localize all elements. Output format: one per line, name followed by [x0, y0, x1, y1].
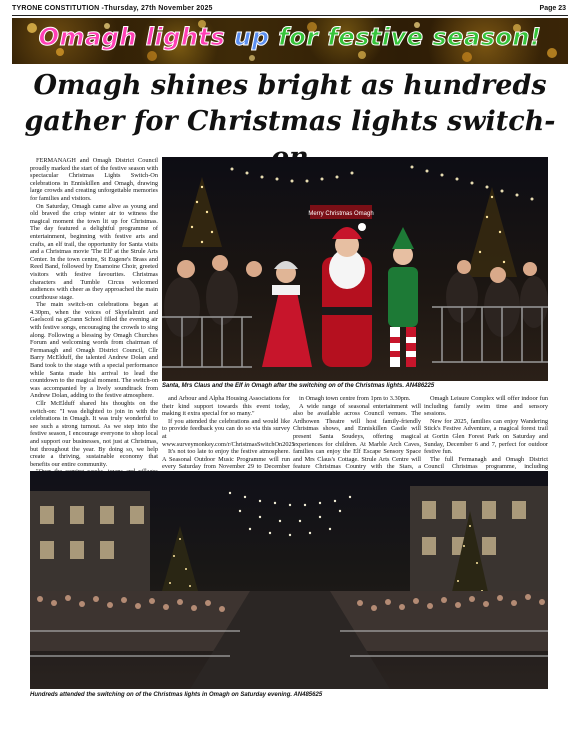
article-paragraph: FERMANAGH and Omagh District Council proudly marked the start of the festive season with spectacular Christmas Lights Switch-On celebrations in Enniskillen and Omagh, drawing large crowds and creating unforgettable memories for families and visitors.: [30, 157, 158, 202]
article-paragraph: A wide range of seasonal entertainment will also be available across Council venues. The Ardhowen Theatre will host family-friendly Christmas shows, and Enniskillen Castle will present Santa Soudeys, offering magical experiences for children. At Marble Arch Caves, families can enjoy the Elf Escape Sensory Space and Mrs Claus's Cottage. Strule Arts Centre will feature Christmas Country with the Stars, a: [293, 402, 421, 471]
bottom-photo-caption: Hundreds attended the switching on of the Christmas lights in Omagh on Saturday evening. AN485625: [30, 692, 323, 698]
banner-title: [12, 23, 568, 51]
article-column-4: [424, 395, 548, 471]
page-number: Page 23: [539, 5, 566, 12]
header-divider: [12, 15, 568, 16]
article-paragraph: New for 2025, families can enjoy Wandering Stick's Festive Adventure, a magical forest trail at Gortin Glen Forest Park on Saturday and Sunday, December 6 and 7, perfect for outdoor festive fun.: [424, 417, 548, 456]
article-headline: Omagh shines bright as hundreds gather for Christmas lights switch-: [24, 70, 556, 137]
article-paragraph: Cllr McElduff shared his thoughts on the switch-on: "I was delighted to join in with the celebrations in Omagh. It was truly wonderful to see such a strong turnout. As we step into the festive season, I encourage everyone to shop local and support our businesses, not just at Christmas, but throughout the year. By doing so, we help create a thriving, sustainable economy that benefits our entire community.: [30, 400, 158, 468]
article-paragraph: On Saturday, Omagh came alive as young and old braved the crisp winter air to witness the magical moment the town lit up for Christmas. The day featured a delightful programme of entertainment, beginning with festive arts and crafts, an elf trail, the opportunity for Santa visits and a Christmas movie 'The Elf' at the Strule Arts Center. In the town centre, St Eugene's Brass and Reed Band, followed by Enamoine Choir, greeted visitors with festive favourites. Christmas characters and Tumble Circus welcomed audiences with cheer as they approached the main courthouse stage.: [30, 202, 158, 301]
crowd-street-illustration: [30, 471, 548, 689]
top-photo-santa: [162, 157, 548, 381]
banner-word-blue: up: [234, 23, 270, 51]
article-column-1: [30, 157, 158, 467]
article-column-3: [293, 395, 421, 471]
article-paragraph: The full Fermanagh and Omagh District Council Christmas programme, including: [424, 455, 548, 471]
top-photo-caption: Santa, Mrs Claus and the Elf in Omagh after the switching on of the Christmas lights. AN486225: [162, 383, 435, 389]
festive-banner: [12, 18, 568, 64]
article-paragraph: Omagh Leisure Complex will offer indoor fun including family swim time and sensory sessions.: [424, 395, 548, 418]
santa-scene-illustration: [162, 157, 548, 381]
article-paragraph: and Arbour and Alpha Housing Associations for their kind support towards this event today, making it extra special for so many.": [162, 395, 290, 418]
article-paragraph: in Omagh town centre from 1pm to 3.30pm.: [299, 395, 411, 402]
article-paragraph: The main switch-on celebrations began at 4.30pm, when the voices of Skyefalmiri and Gaelscoil na gCrann School filled the evening air with festive songs, encouraging the crowds to sing along. Following a blessing by Omagh Churches Forum and welcoming words from chairman of Fermanagh and Omagh District Council, Cllr Barry McElduff, the talented Andrew Dolan and Band took to the stage with a special performance while Santa made his arrival to lead the countdown to the magical moment. The switch-on was accompanied by a lively soundtrack from Andrew Dolan, adding to the festive atmosphere.: [30, 301, 158, 400]
article-paragraph: If you attended the celebrations and would like to provide feedback you can do so via this survey at www.surveymonkey.com/r/ChristmasSwitchOn2025: [162, 417, 295, 448]
article-column-2: [162, 395, 295, 471]
banner-word-green: for festive season!: [278, 23, 542, 51]
article-paragraph: It's not too late to enjoy the festive atmosphere. A Seasonal Outdoor Music Programme will run every Saturday from November 29 to December: [162, 448, 290, 471]
bottom-photo-crowd: [30, 471, 548, 689]
merry-christmas-sign: Merry Christmas Omagh: [308, 211, 374, 217]
banner-word-pink: Omagh lights: [38, 23, 226, 51]
publication-line: TYRONE CONSTITUTION -Thursday, 27th November 2025: [12, 5, 213, 12]
